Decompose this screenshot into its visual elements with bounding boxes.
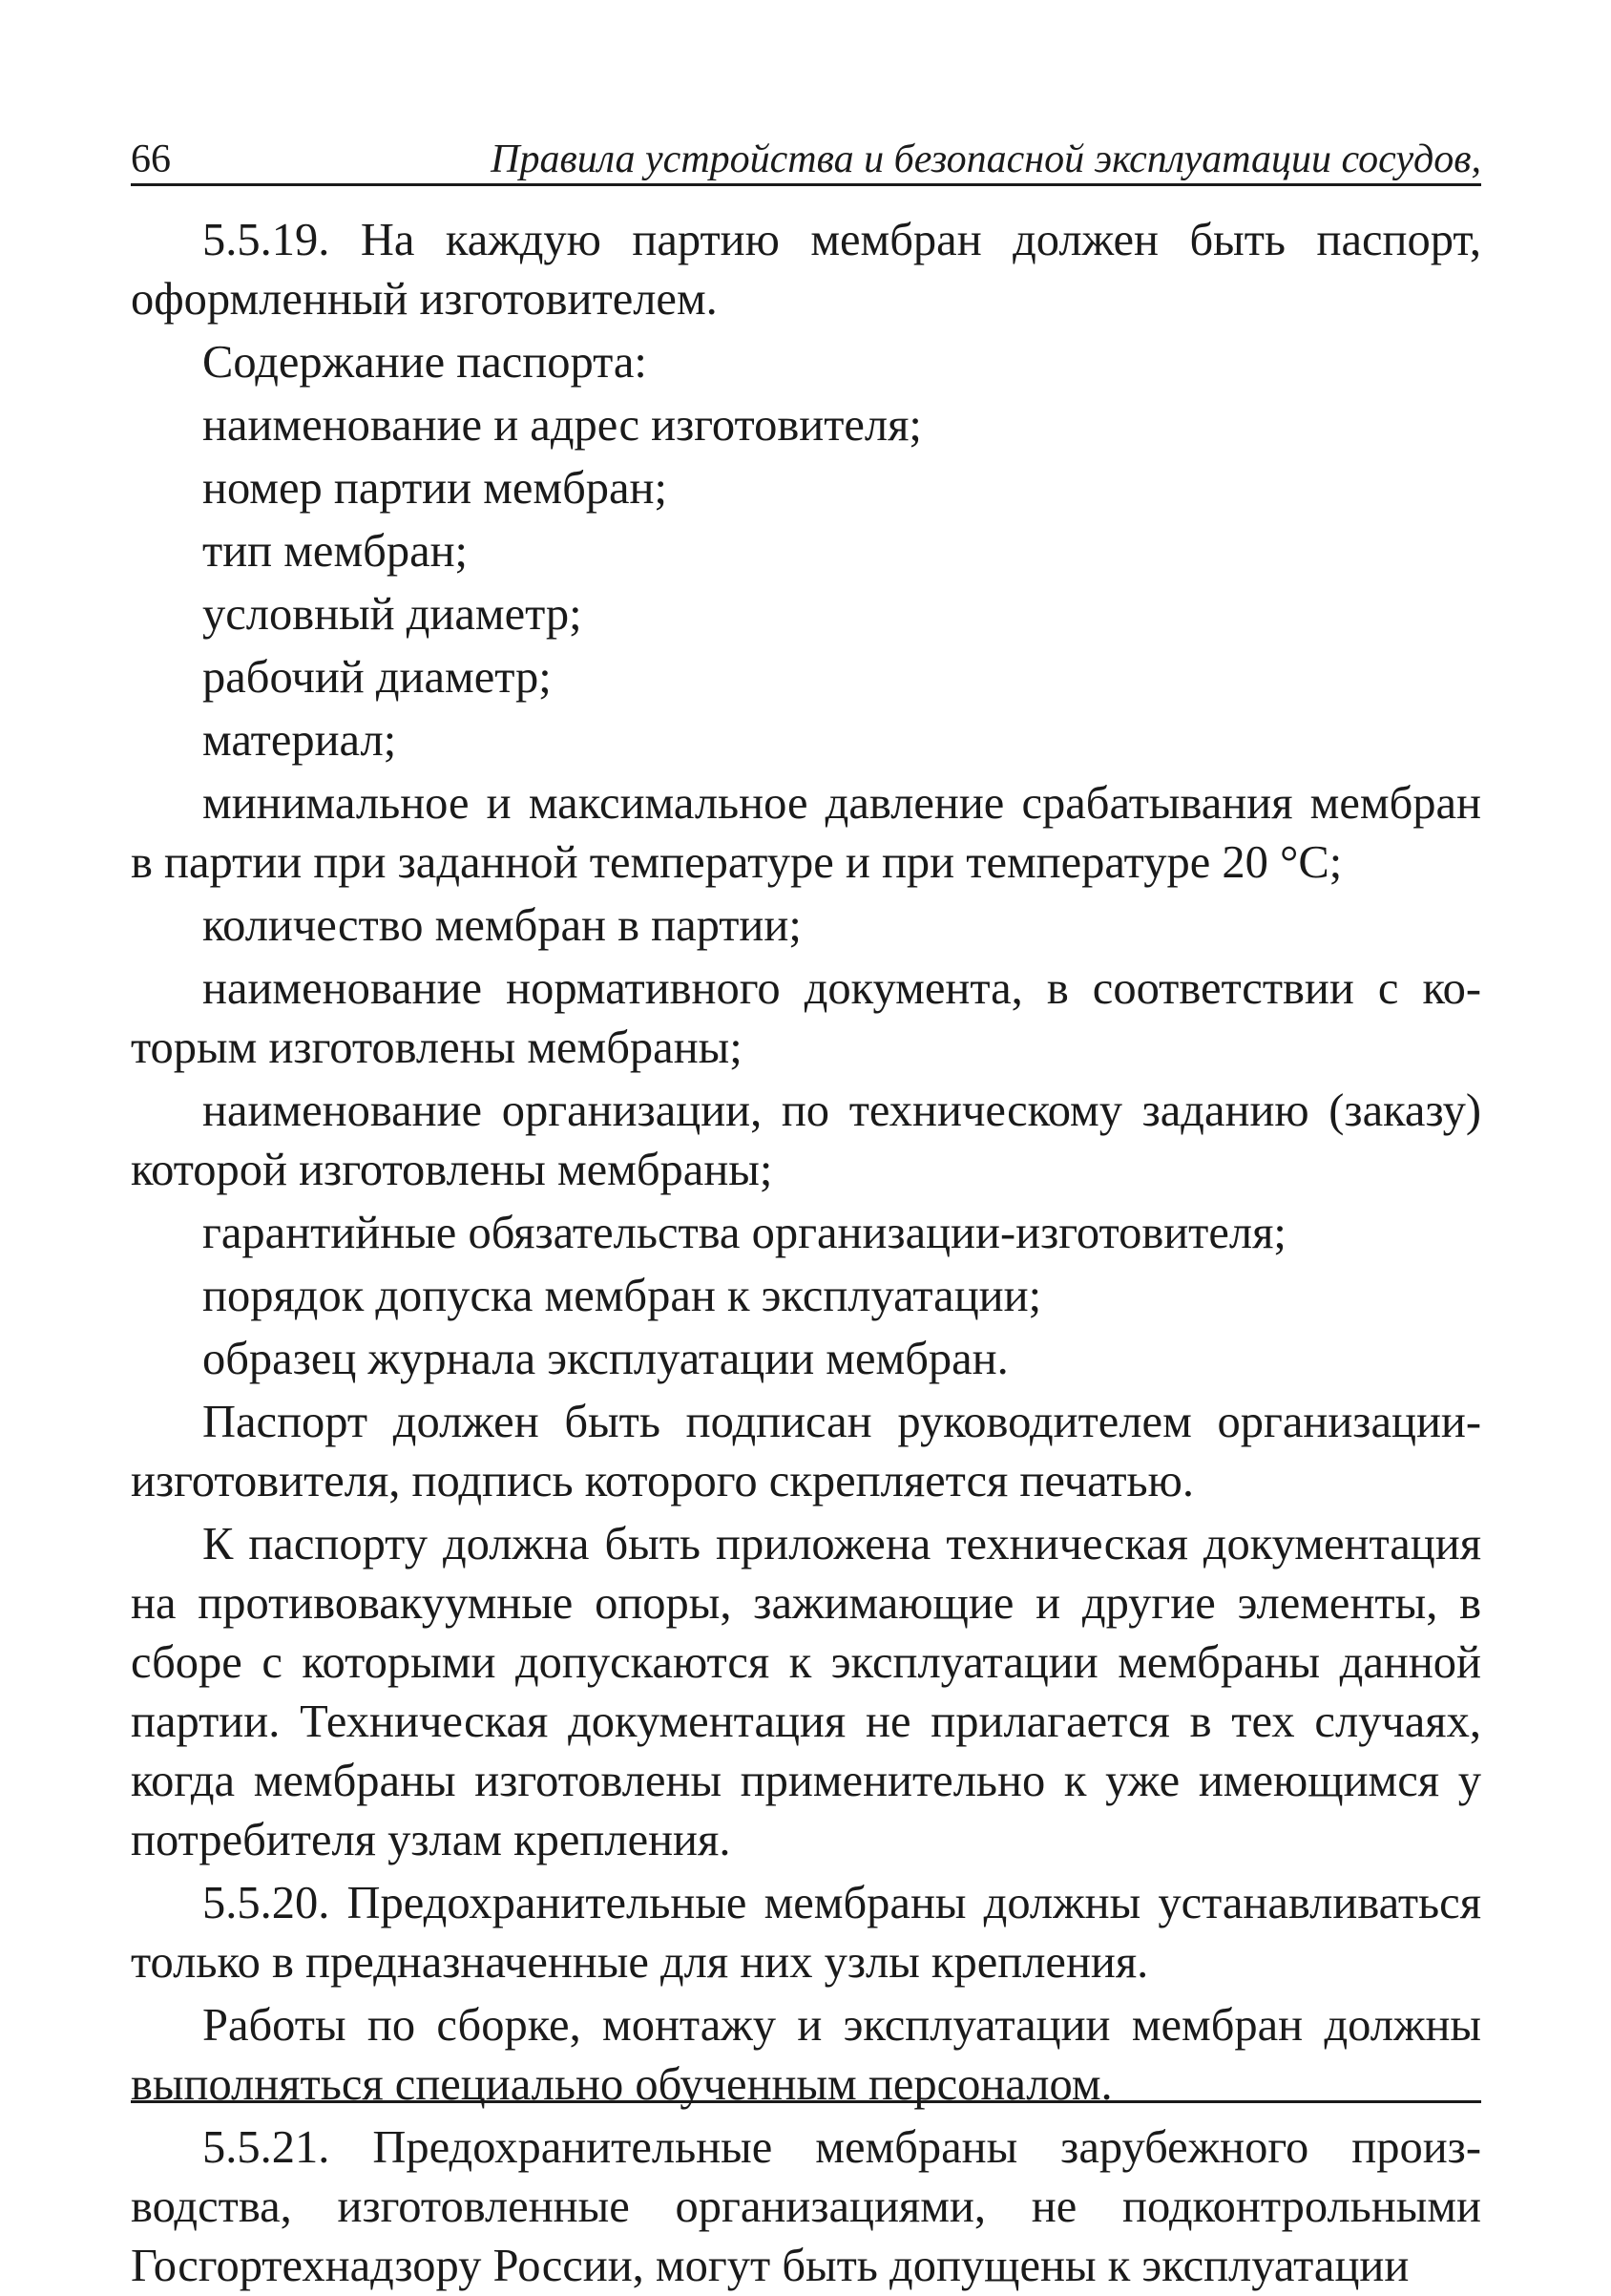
page-number: 66 <box>131 137 171 181</box>
list-item: наименование и адрес изготовителя; <box>202 400 922 451</box>
footer-rule <box>131 2100 1481 2103</box>
clause-5-5-21: 5.5.21. Предохранительные мембраны зарубежного производства, изготовленные организациями, не подконтрольными Госгортехнадзору России, могут быть допущены к эксплуатации <box>131 2122 1481 2291</box>
list-item: количество мембран в партии; <box>202 900 802 951</box>
list-item: гарантийные обязательства организации-изготовителя; <box>202 1208 1287 1258</box>
paragraph: Паспорт должен быть подписан руководителем организации-изготовителя, подпись которого скрепляется печатью. <box>131 1397 1481 1506</box>
list-item: образец журнала эксплуатации мембран. <box>202 1334 1009 1384</box>
list-item: наименование нормативного документа, в соответствии с которым изготовлены мембраны; <box>131 963 1481 1073</box>
list-item: наименование организации, по техническому заданию (заказу) которой изготовлены мембраны; <box>131 1085 1481 1195</box>
list-item: тип мембран; <box>202 526 469 577</box>
passport-contents-heading: Содержание паспорта: <box>202 337 647 388</box>
clause-5-5-20: 5.5.20. Предохранительные мембраны должны устанавливаться только в предназначенные для них узлы крепления. <box>131 1878 1481 1988</box>
list-item: материал; <box>202 715 397 766</box>
body-text <box>131 211 1481 2296</box>
page-header <box>131 134 1481 186</box>
clause-5-5-19: 5.5.19. На каждую партию мембран должен быть паспорт, оформленный изготовителем. <box>131 215 1481 325</box>
list-item: рабочий диаметр; <box>202 652 552 703</box>
list-item: порядок допуска мембран к эксплуатации; <box>202 1271 1042 1321</box>
list-item: минимальное и максимальное давление срабатывания мембран в партии при заданной температуре и при температуре 20 °С; <box>131 778 1481 888</box>
running-title: Правила устройства и безопасной эксплуатации сосудов, <box>491 137 1481 181</box>
list-item: условный диаметр; <box>202 589 582 640</box>
paragraph: К паспорту должна быть приложена техническая документация на противовакуумные опоры, зажимающие и другие элементы, в сборе с которыми допускаются к эксплуатации мембраны данной партии. Техническая документация не прилагается в тех случаях, когда мембраны изготовлены применительно к уже имеющимся у потребителя узлам крепления. <box>131 1519 1481 1865</box>
book-page <box>131 134 1481 2291</box>
list-item: номер партии мембран; <box>202 463 667 514</box>
paragraph: Работы по сборке, монтажу и эксплуатации мембран должны выполняться специально обученным персоналом. <box>131 2000 1481 2110</box>
